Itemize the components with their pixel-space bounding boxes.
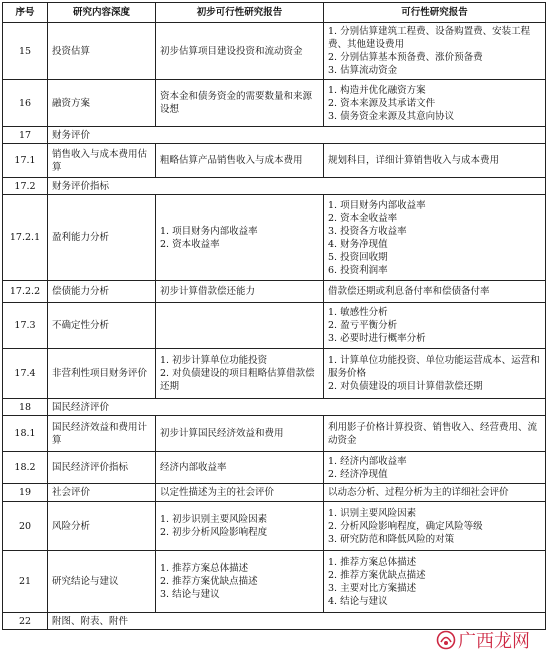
table-row	[3, 23, 546, 80]
cell-line: 初步计算借款偿还能力	[160, 286, 256, 297]
cell-line: 3. 债务资金来源及其意向协议	[328, 110, 455, 122]
row-number: 17.1	[3, 144, 48, 178]
row-number: 17.2.1	[3, 195, 48, 281]
row-item: 社会评价	[48, 484, 156, 502]
row-item: 财务评价	[48, 127, 546, 144]
prelim-cell	[156, 281, 324, 303]
cell-line: 1. 经济内部收益率	[328, 455, 407, 467]
row-item: 销售收入与成本费用估算	[48, 144, 156, 178]
cell-line: 3. 研究防范和降低风险的对策	[328, 533, 455, 545]
cell-line: 1. 推荐方案总体描述	[160, 563, 249, 574]
prelim-cell	[156, 416, 324, 452]
final-cell	[324, 452, 546, 484]
cell-line: 粗略估算产品销售收入与成本费用	[160, 155, 303, 166]
row-item: 附图、附表、附件	[48, 613, 546, 630]
final-cell	[324, 349, 546, 399]
prelim-cell	[156, 144, 324, 178]
final-cell	[324, 551, 546, 613]
cell-line: 1. 构造并优化融资方案	[328, 84, 426, 96]
table-body	[3, 23, 546, 630]
prelim-cell	[156, 452, 324, 484]
row-item: 盈利能力分析	[48, 195, 156, 281]
cell-line: 4. 结论与建议	[328, 595, 388, 607]
row-number: 22	[3, 613, 48, 630]
cell-line: 2. 资本收益率	[160, 238, 220, 250]
prelim-cell	[156, 484, 324, 502]
cell-line: 3. 主要对比方案描述	[328, 582, 417, 594]
cell-line: 初步估算项目建设投资和流动资金	[160, 45, 303, 57]
cell-line: 资本金和债务资金的需要数量和来源设想	[160, 91, 313, 115]
header-prelim-report: 初步可行性研究报告	[156, 3, 324, 23]
row-item: 偿债能力分析	[48, 281, 156, 303]
final-cell	[324, 416, 546, 452]
row-item: 研究结论与建议	[48, 551, 156, 613]
row-number: 17.4	[3, 349, 48, 399]
prelim-cell	[156, 23, 324, 80]
cell-line: 2. 盈亏平衡分析	[328, 320, 398, 331]
row-item: 国民经济评价	[48, 399, 546, 416]
table-row	[3, 452, 546, 484]
cell-line: 2. 资本金收益率	[328, 212, 398, 224]
row-item: 投资估算	[48, 23, 156, 80]
final-cell	[324, 144, 546, 178]
prelim-cell	[156, 502, 324, 551]
cell-line: 利用影子价格计算投资、销售收入、经营费用、流动资金	[328, 421, 538, 446]
cell-line: 2. 初步分析风险影响程度	[160, 527, 268, 538]
final-cell	[324, 281, 546, 303]
cell-line: 3. 结论与建议	[160, 589, 220, 600]
row-item: 风险分析	[48, 502, 156, 551]
table-row	[3, 144, 546, 178]
cell-line: 2. 推荐方案优缺点描述	[160, 576, 258, 587]
cell-line: 1. 初步计算单位功能投资	[160, 355, 268, 366]
final-cell	[324, 502, 546, 551]
row-number: 18.1	[3, 416, 48, 452]
cell-line: 借款偿还期或利息备付率和偿债备付率	[328, 286, 490, 297]
cell-line: 1. 计算单位功能投资、单位功能运营成本、运营和服务价格	[328, 355, 540, 379]
cell-line: 3. 投资各方收益率	[328, 225, 407, 237]
cell-line: 1. 分别估算建筑工程费、设备购置费、安装工程费、其他建设费用	[328, 26, 531, 50]
row-number: 17	[3, 127, 48, 144]
header-row	[3, 3, 546, 23]
row-item: 不确定性分析	[48, 303, 156, 349]
cell-line: 2. 对负债建设的项目粗略估算借款偿还期	[160, 368, 315, 392]
row-number: 20	[3, 502, 48, 551]
cell-line: 1. 项目财务内部收益率	[160, 225, 258, 237]
table-row	[3, 127, 546, 144]
cell-line: 以定性描述为主的社会评价	[160, 487, 275, 498]
header-final-report: 可行性研究报告	[324, 3, 546, 23]
table-row	[3, 399, 546, 416]
table-row	[3, 502, 546, 551]
row-item: 国民经济评价指标	[48, 452, 156, 484]
row-number: 19	[3, 484, 48, 502]
row-item: 国民经济效益和费用计算	[48, 416, 156, 452]
cell-line: 1. 初步识别主要风险因素	[160, 514, 268, 525]
table-row	[3, 416, 546, 452]
cell-line: 1. 识别主要风险因素	[328, 507, 417, 519]
cell-line: 3. 必要时进行概率分析	[328, 333, 426, 344]
cell-line: 规划科目，详细计算销售收入与成本费用	[328, 155, 500, 166]
prelim-cell	[156, 195, 324, 281]
cell-line: 初步计算国民经济效益和费用	[160, 428, 284, 439]
final-cell	[324, 80, 546, 127]
cell-line: 5. 投资回收期	[328, 251, 388, 263]
table-row	[3, 178, 546, 195]
cell-line: 2. 分别估算基本预备费、涨价预备费	[328, 52, 483, 63]
cell-line: 2. 推荐方案优缺点描述	[328, 569, 426, 581]
prelim-cell	[156, 349, 324, 399]
row-number: 17.2	[3, 178, 48, 195]
row-number: 18	[3, 399, 48, 416]
final-cell	[324, 484, 546, 502]
watermark-logo-icon	[436, 630, 456, 650]
watermark-text: 广西龙网	[458, 631, 530, 652]
cell-line: 3. 估算流动资金	[328, 65, 398, 76]
cell-line: 2. 经济净现值	[328, 468, 388, 480]
cell-line: 2. 对负债建设的项目计算借款偿还期	[328, 381, 483, 392]
cell-line: 4. 财务净现值	[328, 238, 388, 250]
prelim-cell	[156, 303, 324, 349]
prelim-cell	[156, 80, 324, 127]
table-row	[3, 551, 546, 613]
header-no: 序号	[3, 3, 48, 23]
table-row	[3, 195, 546, 281]
feasibility-study-table	[2, 2, 546, 630]
table-row	[3, 281, 546, 303]
row-number: 17.3	[3, 303, 48, 349]
cell-line: 以动态分析、过程分析为主的详细社会评价	[328, 487, 509, 498]
prelim-cell	[156, 551, 324, 613]
cell-line: 经济内部收益率	[160, 462, 227, 473]
cell-line: 1. 敏感性分析	[328, 307, 388, 318]
table-row	[3, 80, 546, 127]
row-item: 财务评价指标	[48, 178, 546, 195]
row-item: 融资方案	[48, 80, 156, 127]
table-row	[3, 303, 546, 349]
header-content-depth: 研究内容深度	[48, 3, 156, 23]
cell-line: 6. 投资利润率	[328, 264, 388, 276]
final-cell	[324, 23, 546, 80]
cell-line: 2. 资本来源及其承诺文件	[328, 97, 436, 109]
watermark	[436, 627, 530, 653]
row-number: 15	[3, 23, 48, 80]
row-number: 17.2.2	[3, 281, 48, 303]
cell-line: 2. 分析风险影响程度，确定风险等级	[328, 520, 483, 532]
final-cell	[324, 195, 546, 281]
final-cell	[324, 303, 546, 349]
row-number: 18.2	[3, 452, 48, 484]
cell-line: 1. 推荐方案总体描述	[328, 556, 417, 568]
cell-line: 1. 项目财务内部收益率	[328, 199, 426, 211]
row-number: 16	[3, 80, 48, 127]
table-row	[3, 484, 546, 502]
row-item: 非营利性项目财务评价	[48, 349, 156, 399]
row-number: 21	[3, 551, 48, 613]
table-row	[3, 349, 546, 399]
